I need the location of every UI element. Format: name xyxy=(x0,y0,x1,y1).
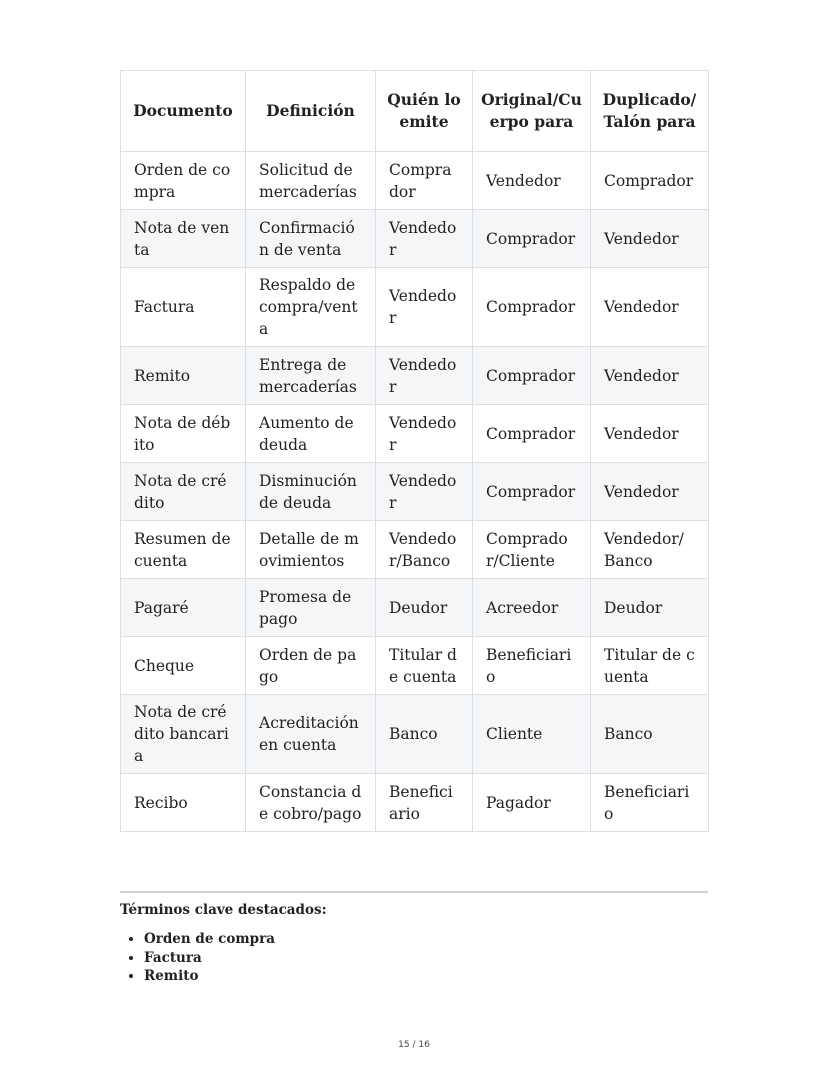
table-cell: Vendedor/ Banco xyxy=(591,521,709,579)
table-cell: Vendedor/Banco xyxy=(376,521,473,579)
table-cell: Disminución de deuda xyxy=(246,463,376,521)
table-cell: Comprador xyxy=(473,210,591,268)
key-terms-title: Términos clave destacados: xyxy=(120,902,327,918)
table-cell: Vendedor xyxy=(591,347,709,405)
table-cell: Deudor xyxy=(376,579,473,637)
table-cell: Cliente xyxy=(473,695,591,774)
table-cell: Vendedor xyxy=(591,463,709,521)
header-documento: Documento xyxy=(121,71,246,152)
table-cell: Aumento de deuda xyxy=(246,405,376,463)
table-row xyxy=(121,210,709,268)
header-quien-lo-emite: Quién lo emite xyxy=(376,71,473,152)
table-cell: Titular de cuenta xyxy=(376,637,473,695)
table-cell: Beneficiario xyxy=(376,774,473,832)
page-number: 15 / 16 xyxy=(398,1040,430,1050)
table-cell: Deudor xyxy=(591,579,709,637)
table-cell: Remito xyxy=(121,347,246,405)
table-cell: Comprador xyxy=(473,268,591,347)
section-divider xyxy=(120,891,708,893)
table-cell: Vendedor xyxy=(376,210,473,268)
table-cell: Nota de venta xyxy=(121,210,246,268)
table-row xyxy=(121,268,709,347)
table-row xyxy=(121,637,709,695)
table-cell: Banco xyxy=(376,695,473,774)
table-cell: Vendedor xyxy=(591,405,709,463)
table-row xyxy=(121,463,709,521)
table-row xyxy=(121,579,709,637)
key-terms-section xyxy=(120,902,327,986)
documents-table xyxy=(120,70,709,832)
table-row xyxy=(121,695,709,774)
header-duplicado-para: Duplicado/ Talón para xyxy=(591,71,709,152)
table-cell: Orden de pago xyxy=(246,637,376,695)
table-row xyxy=(121,521,709,579)
table-cell: Entrega de mercaderías xyxy=(246,347,376,405)
table-cell: Factura xyxy=(121,268,246,347)
table-cell: Vendedor xyxy=(591,268,709,347)
table-cell: Solicitud de mercaderías xyxy=(246,152,376,210)
table-cell: Pagador xyxy=(473,774,591,832)
key-terms-list xyxy=(120,930,327,986)
table-cell: Vendedor xyxy=(473,152,591,210)
table-cell: Acreditación en cuenta xyxy=(246,695,376,774)
table-cell: Vendedor xyxy=(376,347,473,405)
table-cell: Constancia de cobro/pago xyxy=(246,774,376,832)
table-cell: Beneficiario xyxy=(591,774,709,832)
table-cell: Recibo xyxy=(121,774,246,832)
table-cell: Beneficiario xyxy=(473,637,591,695)
table-cell: Pagaré xyxy=(121,579,246,637)
table-cell: Vendedor xyxy=(376,405,473,463)
table-cell: Comprador xyxy=(591,152,709,210)
table-header-row xyxy=(121,71,709,152)
table-cell: Nota de débito xyxy=(121,405,246,463)
key-term-item: • Remito xyxy=(144,967,327,986)
table-cell: Comprador xyxy=(473,347,591,405)
table-cell: Cheque xyxy=(121,637,246,695)
table-cell: Confirmación de venta xyxy=(246,210,376,268)
table-row xyxy=(121,152,709,210)
table-cell: Acreedor xyxy=(473,579,591,637)
table-cell: Promesa de pago xyxy=(246,579,376,637)
table-row xyxy=(121,405,709,463)
header-definicion: Definición xyxy=(246,71,376,152)
table-cell: Comprador xyxy=(376,152,473,210)
table-cell: Vendedor xyxy=(376,268,473,347)
key-term-item: • Factura xyxy=(144,949,327,968)
table-cell: Vendedor xyxy=(376,463,473,521)
table-cell: Nota de crédito xyxy=(121,463,246,521)
table-cell: Nota de crédito bancaria xyxy=(121,695,246,774)
table-cell: Resumen de cuenta xyxy=(121,521,246,579)
table-cell: Orden de compra xyxy=(121,152,246,210)
header-original-para: Original/Cuerpo para xyxy=(473,71,591,152)
table-cell: Detalle de movimientos xyxy=(246,521,376,579)
table-cell: Titular de cuenta xyxy=(591,637,709,695)
table-cell: Comprador xyxy=(473,405,591,463)
table-row xyxy=(121,774,709,832)
table-cell: Comprador xyxy=(473,463,591,521)
table-cell: Vendedor xyxy=(591,210,709,268)
table-cell: Banco xyxy=(591,695,709,774)
key-term-item: • Orden de compra xyxy=(144,930,327,949)
table-row xyxy=(121,347,709,405)
table-cell: Comprador/Cliente xyxy=(473,521,591,579)
table-cell: Respaldo de compra/venta xyxy=(246,268,376,347)
